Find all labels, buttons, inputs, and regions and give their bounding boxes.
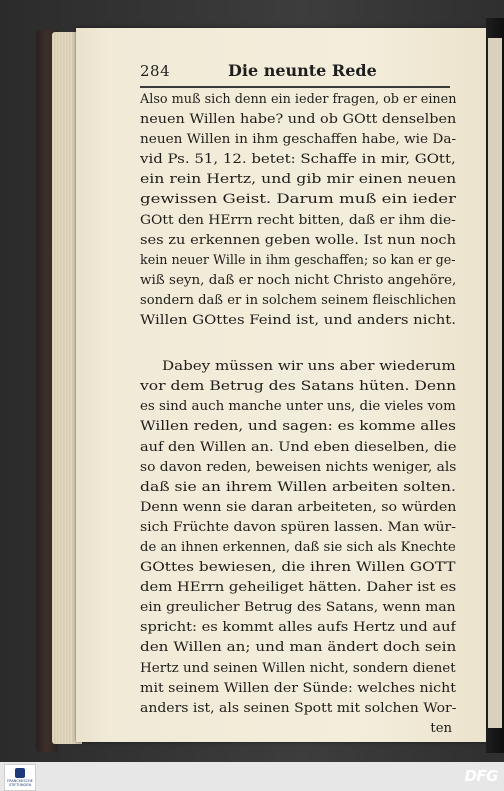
institution-logo[interactable] bbox=[4, 764, 36, 791]
text-line: vor dem Betrug des Satans hüten. Denn bbox=[140, 379, 456, 395]
text-line: Denn wenn sie daran arbeiteten, so würden bbox=[140, 499, 456, 515]
text-line: neuen Willen in ihm geschaffen habe, wie Da- bbox=[140, 132, 456, 148]
text-line: Willen reden, und sagen: es komme alles bbox=[140, 419, 456, 435]
text-line: wiß seyn, daß er noch nicht Christo angehöre, bbox=[140, 272, 456, 288]
text-line: kein neuer Wille in ihm geschaffen; so kan er ge- bbox=[140, 252, 456, 268]
text-line: ein greulicher Betrug des Satans, wenn man bbox=[140, 600, 456, 616]
text-line: Willen GOttes Feind ist, und anders nicht. bbox=[140, 313, 456, 329]
text-line: auf den Willen an. Und eben dieselben, die bbox=[140, 439, 456, 455]
header-rule bbox=[140, 86, 450, 88]
catchword: ten bbox=[430, 720, 452, 736]
text-line: de an ihnen erkennen, daß sie sich als Knechte bbox=[140, 539, 456, 555]
text-line: ein rein Hertz, und gib mir einen neuen bbox=[140, 172, 456, 188]
page-body bbox=[140, 90, 456, 739]
text-line: daß sie an ihrem Willen arbeiten solten. bbox=[140, 479, 456, 495]
text-line: sondern daß er in solchem seinem fleischlichen bbox=[140, 292, 456, 308]
facing-page-strip bbox=[486, 18, 504, 753]
text-line: GOttes bewiesen, die ihren Willen GOTT bbox=[140, 560, 456, 576]
text-line: vid Ps. 51, 12. betet: Schaffe in mir, GOtt, bbox=[140, 152, 456, 168]
text-line: mit seinem Willen der Sünde: welches nicht bbox=[140, 680, 456, 696]
viewer-footer-bar bbox=[0, 762, 504, 791]
running-title: Die neunte Rede bbox=[228, 61, 377, 80]
text-line: so davon reden, beweisen nichts weniger, als bbox=[140, 459, 456, 475]
paragraph-gap bbox=[140, 331, 456, 357]
text-line: GOtt den HErrn recht bitten, daß er ihm die- bbox=[140, 212, 456, 228]
page-number: 284 bbox=[140, 62, 171, 80]
text-line: es sind auch manche unter uns, die vieles vom bbox=[140, 399, 456, 415]
text-line: spricht: es kommt alles aufs Hertz und auf bbox=[140, 620, 456, 636]
text-line: Hertz und seinen Willen nicht, sondern dienet bbox=[140, 660, 456, 676]
text-line: neuen Willen habe? und ob GOtt denselben bbox=[140, 112, 456, 128]
paragraph-1 bbox=[140, 90, 456, 331]
text-line: Also muß sich denn ein ieder fragen, ob er einen bbox=[140, 92, 456, 107]
text-line: Dabey müssen wir uns aber wiederum bbox=[162, 359, 456, 375]
text-line: den Willen an; und man ändert doch sein bbox=[140, 640, 456, 656]
text-line: ses zu erkennen geben wolle. Ist nun noch bbox=[140, 232, 456, 248]
text-line: dem HErrn geheiliget hätten. Daher ist es bbox=[140, 580, 456, 596]
text-line: gewissen Geist. Darum muß ein ieder bbox=[140, 192, 456, 208]
page-header bbox=[140, 62, 450, 84]
logo-emblem-icon bbox=[15, 768, 25, 778]
logo-text: FRANCKESCHE STIFTUNGEN bbox=[7, 779, 33, 787]
paragraph-2 bbox=[140, 357, 456, 719]
dfg-logo[interactable]: DFG bbox=[464, 767, 498, 785]
text-line: anders ist, als seinen Spott mit solchen Wor- bbox=[140, 700, 456, 716]
text-line: sich Früchte davon spüren lassen. Man wür- bbox=[140, 519, 456, 535]
